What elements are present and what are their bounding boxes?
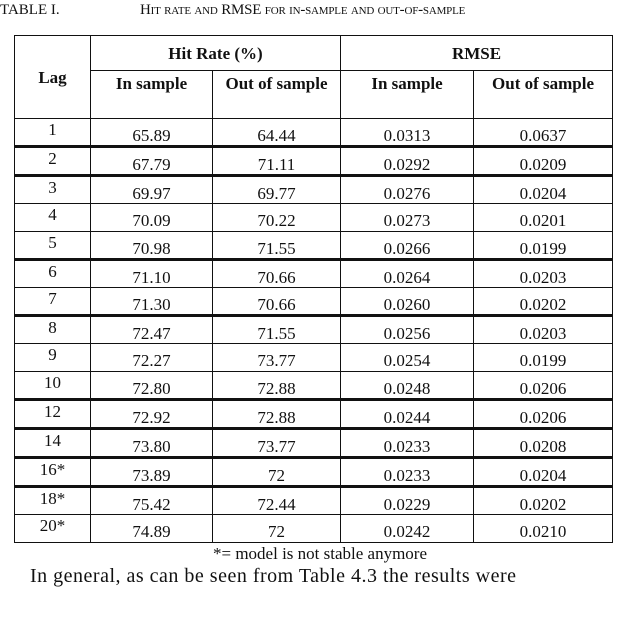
table-row — [15, 515, 613, 543]
body-paragraph: In general, as can be seen from Table 4.3 the results were — [30, 565, 517, 587]
value-cell: 0.0204 — [474, 176, 613, 204]
lag-cell: 12 — [15, 400, 91, 429]
value-cell: 0.0209 — [474, 147, 613, 176]
table-row — [15, 147, 613, 176]
value-cell: 72.27 — [91, 344, 213, 372]
value-cell: 0.0256 — [341, 316, 474, 344]
lag-cell: 2 — [15, 147, 91, 176]
value-cell: 70.09 — [91, 204, 213, 232]
table-title: Hit rate and RMSE for in-sample and out-of-sample — [140, 2, 466, 18]
lag-cell: 7 — [15, 288, 91, 316]
table-row — [15, 176, 613, 204]
value-cell: 0.0292 — [341, 147, 474, 176]
lag-header: Lag — [15, 36, 91, 119]
value-cell: 0.0202 — [474, 288, 613, 316]
footnote: *= model is not stable anymore — [212, 544, 428, 563]
lag-cell: 1 — [15, 119, 91, 147]
value-cell: 0.0206 — [474, 400, 613, 429]
value-cell: 69.77 — [213, 176, 341, 204]
rmse-header: RMSE — [341, 36, 613, 71]
value-cell: 0.0273 — [341, 204, 474, 232]
table-row — [15, 400, 613, 429]
table-row — [15, 204, 613, 232]
value-cell: 72.92 — [91, 400, 213, 429]
value-cell: 71.11 — [213, 147, 341, 176]
value-cell: 72.80 — [91, 372, 213, 400]
lag-cell: 10 — [15, 372, 91, 400]
table-row — [15, 260, 613, 288]
lag-cell: 4 — [15, 204, 91, 232]
hit-out-sample-header: Out of sample — [213, 71, 341, 119]
value-cell: 73.80 — [91, 429, 213, 458]
rmse-in-sample-header: In sample — [341, 71, 474, 119]
value-cell: 71.30 — [91, 288, 213, 316]
value-cell: 0.0229 — [341, 487, 474, 515]
value-cell: 70.66 — [213, 260, 341, 288]
lag-cell: 16* — [15, 458, 91, 487]
value-cell: 72.47 — [91, 316, 213, 344]
table-row — [15, 119, 613, 147]
value-cell: 67.79 — [91, 147, 213, 176]
value-cell: 0.0254 — [341, 344, 474, 372]
value-cell: 0.0266 — [341, 232, 474, 260]
lag-cell: 20* — [15, 515, 91, 543]
table-row — [15, 344, 613, 372]
value-cell: 0.0242 — [341, 515, 474, 543]
lag-cell: 9 — [15, 344, 91, 372]
value-cell: 0.0233 — [341, 458, 474, 487]
value-cell: 0.0244 — [341, 400, 474, 429]
lag-cell: 5 — [15, 232, 91, 260]
table-row — [15, 316, 613, 344]
hit-rate-header: Hit Rate (%) — [91, 36, 341, 71]
value-cell: 72.88 — [213, 372, 341, 400]
value-cell: 0.0201 — [474, 204, 613, 232]
value-cell: 0.0199 — [474, 232, 613, 260]
value-cell: 70.66 — [213, 288, 341, 316]
value-cell: 65.89 — [91, 119, 213, 147]
table-label: TABLE I. — [0, 2, 60, 18]
value-cell: 0.0202 — [474, 487, 613, 515]
lag-cell: 18* — [15, 487, 91, 515]
value-cell: 0.0264 — [341, 260, 474, 288]
table-row — [15, 232, 613, 260]
lag-cell: 8 — [15, 316, 91, 344]
value-cell: 0.0208 — [474, 429, 613, 458]
value-cell: 0.0204 — [474, 458, 613, 487]
value-cell: 64.44 — [213, 119, 341, 147]
results-table — [14, 35, 613, 543]
value-cell: 0.0637 — [474, 119, 613, 147]
table-row — [15, 487, 613, 515]
value-cell: 0.0276 — [341, 176, 474, 204]
rmse-out-sample-header: Out of sample — [474, 71, 613, 119]
value-cell: 73.89 — [91, 458, 213, 487]
table-caption — [0, 0, 640, 35]
value-cell: 71.55 — [213, 316, 341, 344]
table-row — [15, 458, 613, 487]
value-cell: 0.0210 — [474, 515, 613, 543]
hit-in-sample-header: In sample — [91, 71, 213, 119]
value-cell: 0.0203 — [474, 316, 613, 344]
value-cell: 0.0260 — [341, 288, 474, 316]
value-cell: 73.77 — [213, 344, 341, 372]
value-cell: 72 — [213, 515, 341, 543]
value-cell: 0.0233 — [341, 429, 474, 458]
value-cell: 72.88 — [213, 400, 341, 429]
lag-cell: 14 — [15, 429, 91, 458]
value-cell: 70.98 — [91, 232, 213, 260]
value-cell: 71.55 — [213, 232, 341, 260]
table-row — [15, 288, 613, 316]
value-cell: 72.44 — [213, 487, 341, 515]
value-cell: 73.77 — [213, 429, 341, 458]
table-row — [15, 429, 613, 458]
value-cell: 0.0206 — [474, 372, 613, 400]
value-cell: 0.0203 — [474, 260, 613, 288]
value-cell: 0.0248 — [341, 372, 474, 400]
value-cell: 0.0199 — [474, 344, 613, 372]
value-cell: 75.42 — [91, 487, 213, 515]
value-cell: 74.89 — [91, 515, 213, 543]
value-cell: 70.22 — [213, 204, 341, 232]
lag-cell: 6 — [15, 260, 91, 288]
value-cell: 69.97 — [91, 176, 213, 204]
value-cell: 72 — [213, 458, 341, 487]
value-cell: 71.10 — [91, 260, 213, 288]
lag-cell: 3 — [15, 176, 91, 204]
value-cell: 0.0313 — [341, 119, 474, 147]
table-row — [15, 372, 613, 400]
